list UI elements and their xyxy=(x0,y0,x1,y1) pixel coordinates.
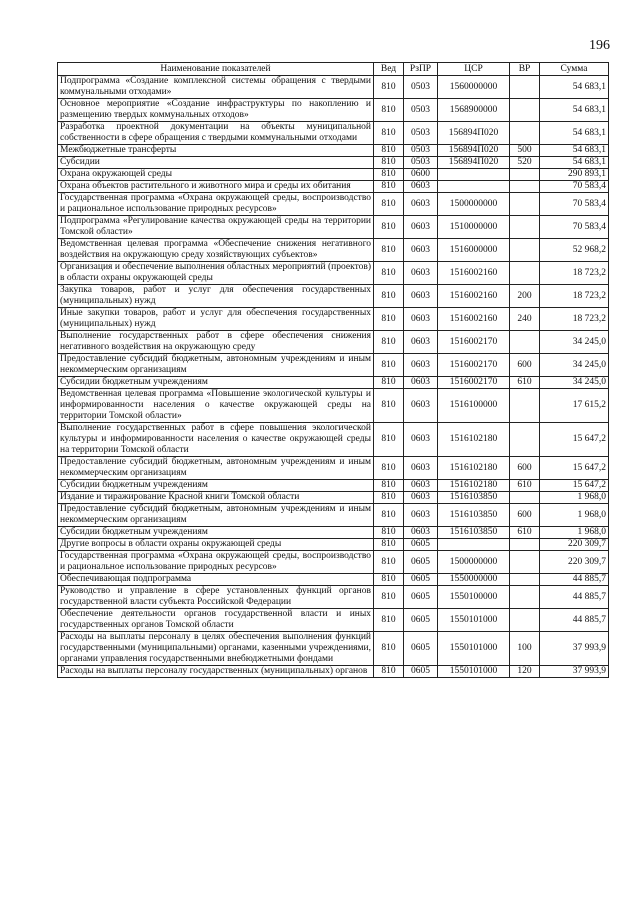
table-row xyxy=(58,181,609,193)
row-rzpr: 0603 xyxy=(404,216,438,239)
row-vr: 610 xyxy=(510,527,540,539)
row-ved: 810 xyxy=(374,504,404,527)
row-ved: 810 xyxy=(374,480,404,492)
row-csr: 1550100000 xyxy=(438,586,510,609)
row-rzpr: 0603 xyxy=(404,480,438,492)
row-name: Организация и обеспечение выполнения областных мероприятий (проектов) в области охраны окружающей среды xyxy=(58,262,374,285)
header-csr: ЦСР xyxy=(438,63,510,76)
row-sum: 220 309,7 xyxy=(540,551,609,574)
row-sum: 44 885,7 xyxy=(540,574,609,586)
row-rzpr: 0605 xyxy=(404,666,438,678)
row-ved: 810 xyxy=(374,285,404,308)
row-csr xyxy=(438,181,510,193)
row-vr xyxy=(510,193,540,216)
row-ved: 810 xyxy=(374,239,404,262)
row-csr: 1516002160 xyxy=(438,308,510,331)
row-csr: 1516102180 xyxy=(438,457,510,480)
row-rzpr: 0603 xyxy=(404,239,438,262)
row-vr: 200 xyxy=(510,285,540,308)
row-name: Издание и тиражирование Красной книги Томской области xyxy=(58,492,374,504)
row-name: Основное мероприятие «Создание инфраструктуры по накоплению и размещению твердых коммунальных отходов» xyxy=(58,99,374,122)
row-sum: 15 647,2 xyxy=(540,480,609,492)
row-name: Расходы на выплаты персоналу государственных (муниципальных) органов xyxy=(58,666,374,678)
row-sum: 54 683,1 xyxy=(540,145,609,157)
row-rzpr: 0600 xyxy=(404,169,438,181)
row-name: Субсидии бюджетным учреждениям xyxy=(58,527,374,539)
row-sum: 15 647,2 xyxy=(540,457,609,480)
header-ved: Вед xyxy=(374,63,404,76)
row-sum: 18 723,2 xyxy=(540,285,609,308)
row-vr xyxy=(510,122,540,145)
row-name: Другие вопросы в области охраны окружающей среды xyxy=(58,539,374,551)
row-sum: 17 615,2 xyxy=(540,389,609,423)
row-csr: 1500000000 xyxy=(438,193,510,216)
row-vr: 610 xyxy=(510,480,540,492)
row-ved: 810 xyxy=(374,527,404,539)
row-sum: 37 993,9 xyxy=(540,666,609,678)
row-rzpr: 0503 xyxy=(404,145,438,157)
row-rzpr: 0605 xyxy=(404,539,438,551)
header-name: Наименование показателей xyxy=(58,63,374,76)
table-row xyxy=(58,539,609,551)
table-row xyxy=(58,457,609,480)
table-row xyxy=(58,193,609,216)
row-name: Предоставление субсидий бюджетным, автономным учреждениям и иным некоммерческим организациям xyxy=(58,457,374,480)
row-ved: 810 xyxy=(374,574,404,586)
row-name: Обеспечение деятельности органов государственной власти и иных государственных органов Томской области xyxy=(58,609,374,632)
row-vr: 600 xyxy=(510,354,540,377)
table-row xyxy=(58,216,609,239)
row-ved: 810 xyxy=(374,181,404,193)
row-ved: 810 xyxy=(374,389,404,423)
row-rzpr: 0503 xyxy=(404,99,438,122)
row-vr xyxy=(510,586,540,609)
row-vr xyxy=(510,389,540,423)
table-row xyxy=(58,586,609,609)
row-vr: 600 xyxy=(510,457,540,480)
row-csr: 1516002170 xyxy=(438,331,510,354)
row-name: Субсидии бюджетным учреждениям xyxy=(58,480,374,492)
row-rzpr: 0603 xyxy=(404,262,438,285)
row-csr: 1516103850 xyxy=(438,492,510,504)
row-ved: 810 xyxy=(374,145,404,157)
row-rzpr: 0503 xyxy=(404,76,438,99)
row-csr: 1550101000 xyxy=(438,666,510,678)
row-rzpr: 0605 xyxy=(404,586,438,609)
row-sum: 1 968,0 xyxy=(540,527,609,539)
row-csr: 1560000000 xyxy=(438,76,510,99)
row-rzpr: 0603 xyxy=(404,193,438,216)
row-sum: 54 683,1 xyxy=(540,122,609,145)
row-rzpr: 0603 xyxy=(404,354,438,377)
row-ved: 810 xyxy=(374,331,404,354)
table-row xyxy=(58,308,609,331)
row-vr xyxy=(510,216,540,239)
row-vr xyxy=(510,262,540,285)
table-row xyxy=(58,99,609,122)
row-vr xyxy=(510,574,540,586)
row-rzpr: 0605 xyxy=(404,551,438,574)
header-sum: Сумма xyxy=(540,63,609,76)
row-ved: 810 xyxy=(374,423,404,457)
table-row xyxy=(58,504,609,527)
table-row xyxy=(58,666,609,678)
row-sum: 37 993,9 xyxy=(540,632,609,666)
row-ved: 810 xyxy=(374,262,404,285)
row-rzpr: 0605 xyxy=(404,574,438,586)
table-row xyxy=(58,157,609,169)
row-vr: 240 xyxy=(510,308,540,331)
row-rzpr: 0603 xyxy=(404,423,438,457)
row-name: Ведомственная целевая программа «Обеспечение снижения негативного воздействия на окружающую среду хозяйствующих субъектов» xyxy=(58,239,374,262)
row-rzpr: 0603 xyxy=(404,492,438,504)
row-sum: 52 968,2 xyxy=(540,239,609,262)
row-vr: 120 xyxy=(510,666,540,678)
row-csr: 1516102180 xyxy=(438,480,510,492)
table-row xyxy=(58,145,609,157)
row-rzpr: 0603 xyxy=(404,377,438,389)
row-ved: 810 xyxy=(374,551,404,574)
table-row xyxy=(58,262,609,285)
row-sum: 34 245,0 xyxy=(540,377,609,389)
row-rzpr: 0603 xyxy=(404,457,438,480)
row-ved: 810 xyxy=(374,666,404,678)
row-csr: 1500000000 xyxy=(438,551,510,574)
row-ved: 810 xyxy=(374,157,404,169)
row-sum: 54 683,1 xyxy=(540,99,609,122)
row-name: Закупка товаров, работ и услуг для обеспечения государственных (муниципальных) нужд xyxy=(58,285,374,308)
row-vr: 600 xyxy=(510,504,540,527)
row-sum: 220 309,7 xyxy=(540,539,609,551)
row-csr: 156894П020 xyxy=(438,122,510,145)
row-csr: 1550101000 xyxy=(438,609,510,632)
row-csr: 1516000000 xyxy=(438,239,510,262)
row-rzpr: 0605 xyxy=(404,609,438,632)
row-rzpr: 0603 xyxy=(404,504,438,527)
row-ved: 810 xyxy=(374,308,404,331)
row-vr xyxy=(510,239,540,262)
row-vr xyxy=(510,423,540,457)
row-rzpr: 0603 xyxy=(404,285,438,308)
row-csr: 1568900000 xyxy=(438,99,510,122)
row-rzpr: 0603 xyxy=(404,181,438,193)
row-ved: 810 xyxy=(374,586,404,609)
row-ved: 810 xyxy=(374,492,404,504)
header-rzpr: РзПР xyxy=(404,63,438,76)
row-csr: 1516103850 xyxy=(438,527,510,539)
row-csr xyxy=(438,539,510,551)
row-rzpr: 0603 xyxy=(404,527,438,539)
row-sum: 70 583,4 xyxy=(540,181,609,193)
row-csr: 1510000000 xyxy=(438,216,510,239)
row-name: Обеспечивающая подпрограмма xyxy=(58,574,374,586)
row-ved: 810 xyxy=(374,539,404,551)
table-row xyxy=(58,609,609,632)
table-row xyxy=(58,354,609,377)
row-name: Ведомственная целевая программа «Повышение экологической культуры и информированности населения о качестве окружающей среды на территории Томской области» xyxy=(58,389,374,423)
row-name: Руководство и управление в сфере установленных функций органов государственной власти субъекта Российской Федерации xyxy=(58,586,374,609)
row-csr: 1516002170 xyxy=(438,377,510,389)
row-sum: 44 885,7 xyxy=(540,586,609,609)
row-name: Субсидии бюджетным учреждениям xyxy=(58,377,374,389)
row-ved: 810 xyxy=(374,76,404,99)
row-sum: 54 683,1 xyxy=(540,76,609,99)
table-row xyxy=(58,551,609,574)
row-vr xyxy=(510,169,540,181)
table-row xyxy=(58,285,609,308)
row-vr xyxy=(510,551,540,574)
row-vr xyxy=(510,539,540,551)
table-row xyxy=(58,122,609,145)
row-vr xyxy=(510,181,540,193)
row-name: Предоставление субсидий бюджетным, автономным учреждениям и иным некоммерческим организациям xyxy=(58,504,374,527)
row-sum: 18 723,2 xyxy=(540,262,609,285)
table-row xyxy=(58,377,609,389)
table-row xyxy=(58,574,609,586)
row-name: Иные закупки товаров, работ и услуг для обеспечения государственных (муниципальных) нужд xyxy=(58,308,374,331)
row-ved: 810 xyxy=(374,99,404,122)
row-sum: 44 885,7 xyxy=(540,609,609,632)
row-vr xyxy=(510,99,540,122)
row-csr: 156894П020 xyxy=(438,157,510,169)
row-vr: 610 xyxy=(510,377,540,389)
row-rzpr: 0503 xyxy=(404,157,438,169)
row-sum: 1 968,0 xyxy=(540,504,609,527)
table-row xyxy=(58,423,609,457)
row-sum: 1 968,0 xyxy=(540,492,609,504)
row-rzpr: 0605 xyxy=(404,632,438,666)
row-ved: 810 xyxy=(374,122,404,145)
row-name: Подпрограмма «Регулирование качества окружающей среды на территории Томской области» xyxy=(58,216,374,239)
row-ved: 810 xyxy=(374,354,404,377)
header-vr: ВР xyxy=(510,63,540,76)
row-sum: 18 723,2 xyxy=(540,308,609,331)
row-sum: 34 245,0 xyxy=(540,354,609,377)
row-csr: 156894П020 xyxy=(438,145,510,157)
row-name: Разработка проектной документации на объекты муниципальной собственности в сфере обращения с твердыми коммунальными отходами xyxy=(58,122,374,145)
row-ved: 810 xyxy=(374,193,404,216)
row-ved: 810 xyxy=(374,216,404,239)
row-rzpr: 0503 xyxy=(404,122,438,145)
table-row xyxy=(58,480,609,492)
row-csr xyxy=(438,169,510,181)
row-csr: 1516103850 xyxy=(438,504,510,527)
row-csr: 1516002170 xyxy=(438,354,510,377)
row-ved: 810 xyxy=(374,377,404,389)
row-csr: 1516002160 xyxy=(438,262,510,285)
row-rzpr: 0603 xyxy=(404,389,438,423)
table-row xyxy=(58,527,609,539)
row-ved: 810 xyxy=(374,609,404,632)
row-vr xyxy=(510,492,540,504)
row-sum: 290 893,1 xyxy=(540,169,609,181)
row-name: Подпрограмма «Создание комплексной системы обращения с твердыми коммунальными отходами» xyxy=(58,76,374,99)
row-csr: 1516102180 xyxy=(438,423,510,457)
row-rzpr: 0603 xyxy=(404,308,438,331)
table-row xyxy=(58,492,609,504)
row-ved: 810 xyxy=(374,632,404,666)
budget-table xyxy=(57,62,609,678)
row-vr xyxy=(510,76,540,99)
row-name: Охрана объектов растительного и животного мира и среды их обитания xyxy=(58,181,374,193)
row-name: Субсидии xyxy=(58,157,374,169)
row-csr: 1550101000 xyxy=(438,632,510,666)
row-name: Государственная программа «Охрана окружающей среды, воспроизводство и рациональное использование природных ресурсов» xyxy=(58,551,374,574)
row-rzpr: 0603 xyxy=(404,331,438,354)
page-number: 196 xyxy=(589,38,610,53)
row-ved: 810 xyxy=(374,457,404,480)
row-csr: 1516002160 xyxy=(438,285,510,308)
table-row xyxy=(58,169,609,181)
row-sum: 54 683,1 xyxy=(540,157,609,169)
row-name: Выполнение государственных работ в сфере повышения экологической культуры и информированности населения о качестве окружающей среды на территории Томской области xyxy=(58,423,374,457)
row-csr: 1550000000 xyxy=(438,574,510,586)
row-sum: 70 583,4 xyxy=(540,216,609,239)
row-vr xyxy=(510,331,540,354)
row-name: Межбюджетные трансферты xyxy=(58,145,374,157)
row-name: Государственная программа «Охрана окружающей среды, воспроизводство и рациональное использование природных ресурсов» xyxy=(58,193,374,216)
row-vr: 100 xyxy=(510,632,540,666)
row-sum: 70 583,4 xyxy=(540,193,609,216)
row-vr: 500 xyxy=(510,145,540,157)
row-name: Предоставление субсидий бюджетным, автономным учреждениям и иным некоммерческим организациям xyxy=(58,354,374,377)
table-row xyxy=(58,389,609,423)
row-name: Охрана окружающей среды xyxy=(58,169,374,181)
row-csr: 1516100000 xyxy=(438,389,510,423)
row-ved: 810 xyxy=(374,169,404,181)
row-name: Расходы на выплаты персоналу в целях обеспечения выполнения функций государственными (муниципальными) органами, казенными учреждениями, органами управления государственными внебюджетными фондами xyxy=(58,632,374,666)
table-row xyxy=(58,239,609,262)
row-vr xyxy=(510,609,540,632)
row-sum: 15 647,2 xyxy=(540,423,609,457)
table-row xyxy=(58,331,609,354)
row-sum: 34 245,0 xyxy=(540,331,609,354)
header-row xyxy=(58,63,609,76)
table-row xyxy=(58,76,609,99)
table-row xyxy=(58,632,609,666)
row-name: Выполнение государственных работ в сфере обеспечения снижения негативного воздействия на окружающую среду xyxy=(58,331,374,354)
row-vr: 520 xyxy=(510,157,540,169)
